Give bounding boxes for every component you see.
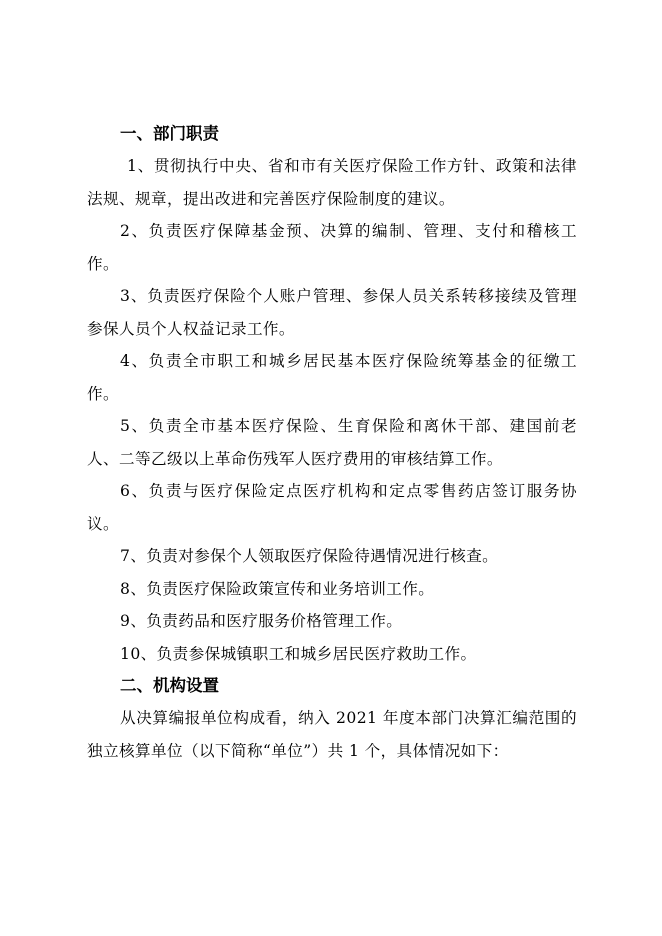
duty-item-4: 4、负责全市职工和城乡居民基本医疗保险统筹基金的征缴工作。 — [87, 352, 577, 403]
section-heading-duties: 一、部门职责 — [120, 124, 219, 143]
duty-item-8: 8、负责医疗保险政策宣传和业务培训工作。 — [120, 579, 435, 598]
duty-item-3: 3、负责医疗保险个人账户管理、参保人员关系转移接续及管理参保人员个人权益记录工作。 — [87, 287, 577, 338]
section-heading-organization: 二、机构设置 — [120, 676, 219, 695]
organization-paragraph: 从决算编报单位构成看，纳入 2021 年度本部门决算汇编范围的独立核算单位（以下简称“单位”）共 1 个，具体情况如下： — [87, 709, 577, 760]
duty-item-10: 10、负责参保城镇职工和城乡居民医疗救助工作。 — [120, 644, 477, 663]
document-page — [87, 118, 577, 767]
duty-item-5: 5、负责全市基本医疗保险、生育保险和离休干部、建国前老人、二等乙级以上革命伤残军人医疗费用的审核结算工作。 — [87, 417, 577, 468]
duty-item-2: 2、负责医疗保障基金预、决算的编制、管理、支付和稽核工作。 — [87, 222, 577, 273]
duty-item-1: 1、贯彻执行中央、省和市有关医疗保险工作方针、政策和法律法规、规章，提出改进和完善医疗保险制度的建议。 — [87, 157, 577, 208]
duty-item-6: 6、负责与医疗保险定点医疗机构和定点零售药店签订服务协议。 — [87, 482, 577, 533]
duty-item-7: 7、负责对参保个人领取医疗保险待遇情况进行核查。 — [120, 547, 499, 565]
duty-item-9: 9、负责药品和医疗服务价格管理工作。 — [120, 612, 403, 630]
